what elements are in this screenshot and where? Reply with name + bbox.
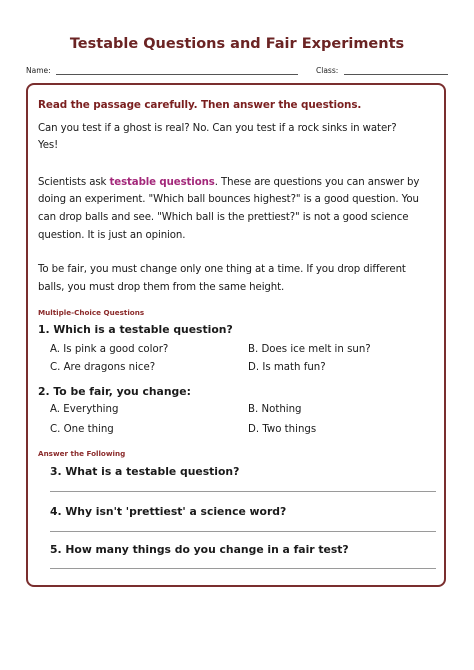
question-2: 2. To be fair, you change: xyxy=(38,385,191,398)
class-field xyxy=(316,66,338,75)
passage-p2-post: . These are questions you can answer by xyxy=(214,177,420,188)
passage-p2-line2: doing an experiment. "Which ball bounces highest?" is a good question. You xyxy=(38,194,419,205)
passage-p3-line2: balls, you must drop them from the same height. xyxy=(38,282,285,293)
mcq-section-label: Multiple-Choice Questions xyxy=(38,308,145,317)
q2-option-c[interactable]: C. One thing xyxy=(50,424,114,435)
passage-p2-line3: can drop balls and see. "Which ball is the prettiest?" is not a good science xyxy=(38,212,409,223)
answer-line-5[interactable] xyxy=(50,568,436,569)
answer-line-4[interactable] xyxy=(50,531,436,532)
keyword-testable-questions: testable questions xyxy=(109,177,215,188)
answer-line-3[interactable] xyxy=(50,491,436,492)
question-4: 4. Why isn't 'prettiest' a science word? xyxy=(50,505,287,518)
short-answer-section-label: Answer the Following xyxy=(38,449,126,458)
q2-option-d[interactable]: D. Two things xyxy=(248,424,317,435)
class-label: Class: xyxy=(316,66,339,75)
instruction: Read the passage carefully. Then answer the questions. xyxy=(38,99,362,111)
passage-p2-line4: question. It is just an opinion. xyxy=(38,230,186,241)
name-field xyxy=(26,66,51,75)
question-1: 1. Which is a testable question? xyxy=(38,323,233,336)
passage-p2-pre: Scientists ask xyxy=(38,177,110,188)
question-5: 5. How many things do you change in a fair test? xyxy=(50,543,349,556)
q2-option-a[interactable]: A. Everything xyxy=(50,404,119,415)
q2-option-b[interactable]: B. Nothing xyxy=(248,404,302,415)
q1-option-c[interactable]: C. Are dragons nice? xyxy=(50,362,156,373)
name-label: Name: xyxy=(26,66,51,75)
name-line[interactable] xyxy=(56,74,298,75)
worksheet-title: Testable Questions and Fair Experiments xyxy=(69,36,405,52)
q1-option-a[interactable]: A. Is pink a good color? xyxy=(50,344,169,355)
passage-p3-line1: To be fair, you must change only one thing at a time. If you drop different xyxy=(38,264,406,275)
passage-p1-line2: Yes! xyxy=(38,140,59,151)
class-line[interactable] xyxy=(344,74,448,75)
question-3: 3. What is a testable question? xyxy=(50,465,240,478)
q1-option-d[interactable]: D. Is math fun? xyxy=(248,362,326,373)
q1-option-b[interactable]: B. Does ice melt in sun? xyxy=(248,344,371,355)
passage-p1-line1: Can you test if a ghost is real? No. Can you test if a rock sinks in water? xyxy=(38,123,397,134)
passage-p2-line1 xyxy=(38,177,419,188)
